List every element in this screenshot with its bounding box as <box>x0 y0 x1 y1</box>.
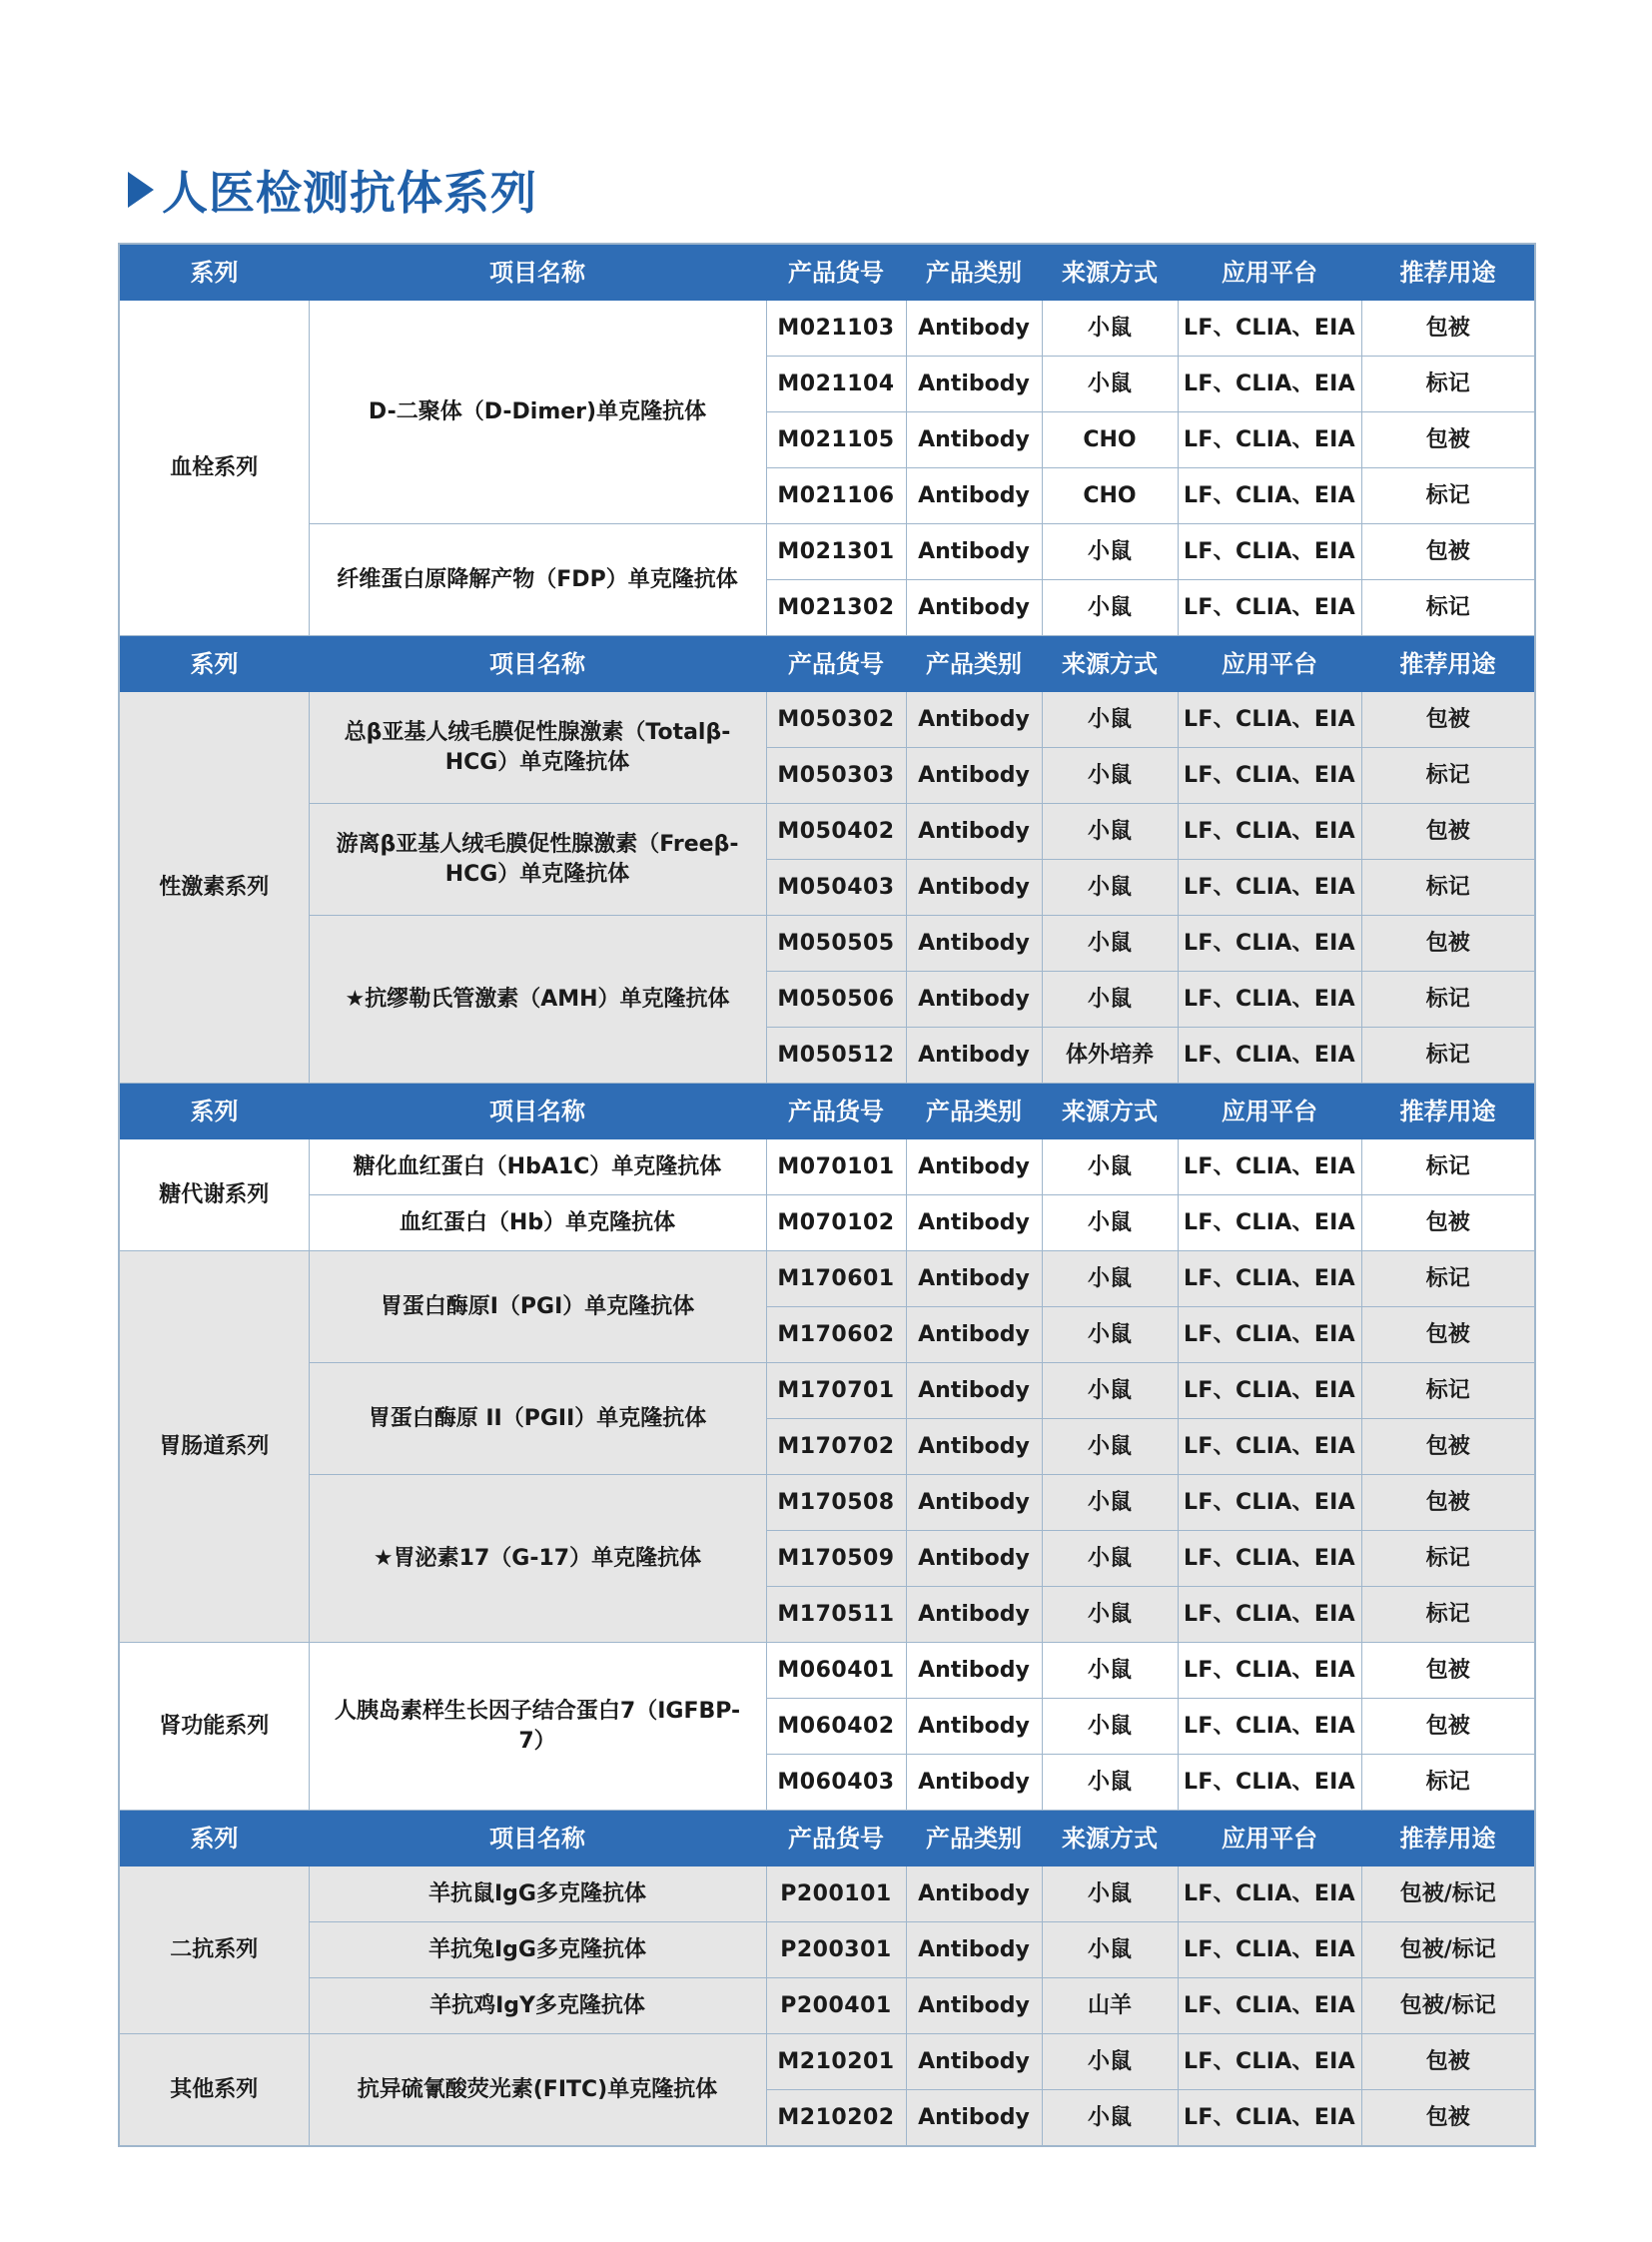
header-series: 系列 <box>119 1811 309 1867</box>
platform-cell: LF、CLIA、EIA <box>1178 1699 1361 1755</box>
table-row <box>119 524 1535 580</box>
product-type-cell: Antibody <box>906 1251 1042 1307</box>
source-cell: CHO <box>1042 468 1178 524</box>
project-name-cell: 胃蛋白酶原I（PGI）单克隆抗体 <box>309 1251 766 1363</box>
use-cell: 包被 <box>1361 1307 1535 1363</box>
header-use: 推荐用途 <box>1361 636 1535 692</box>
source-cell: 小鼠 <box>1042 1867 1178 1922</box>
product-type-cell: Antibody <box>906 1363 1042 1419</box>
platform-cell: LF、CLIA、EIA <box>1178 1587 1361 1643</box>
use-cell: 包被 <box>1361 1643 1535 1699</box>
use-cell: 包被 <box>1361 1699 1535 1755</box>
product-code-cell: M170509 <box>766 1531 906 1587</box>
platform-cell: LF、CLIA、EIA <box>1178 412 1361 468</box>
table-row <box>119 1251 1535 1307</box>
platform-cell: LF、CLIA、EIA <box>1178 1419 1361 1475</box>
header-use: 推荐用途 <box>1361 1811 1535 1867</box>
product-type-cell: Antibody <box>906 1922 1042 1978</box>
product-type-cell: Antibody <box>906 301 1042 357</box>
use-cell: 标记 <box>1361 1587 1535 1643</box>
product-type-cell: Antibody <box>906 1867 1042 1922</box>
product-code-cell: P200401 <box>766 1978 906 2034</box>
use-cell: 包被/标记 <box>1361 1978 1535 2034</box>
use-cell: 包被 <box>1361 412 1535 468</box>
use-cell: 标记 <box>1361 1531 1535 1587</box>
product-code-cell: M021301 <box>766 524 906 580</box>
header-type: 产品类别 <box>906 244 1042 301</box>
product-code-cell: M170511 <box>766 1587 906 1643</box>
product-code-cell: M021103 <box>766 301 906 357</box>
product-code-cell: M021106 <box>766 468 906 524</box>
use-cell: 包被 <box>1361 524 1535 580</box>
project-name-cell: 糖化血红蛋白（HbA1C）单克隆抗体 <box>309 1139 766 1195</box>
header-code: 产品货号 <box>766 1084 906 1139</box>
source-cell: 小鼠 <box>1042 748 1178 804</box>
series-cell: 性激素系列 <box>119 692 309 1084</box>
project-name-cell: 血红蛋白（Hb）单克隆抗体 <box>309 1195 766 1251</box>
product-type-cell: Antibody <box>906 692 1042 748</box>
product-code-cell: M050303 <box>766 748 906 804</box>
platform-cell: LF、CLIA、EIA <box>1178 972 1361 1028</box>
header-source: 来源方式 <box>1042 244 1178 301</box>
platform-cell: LF、CLIA、EIA <box>1178 357 1361 412</box>
product-code-cell: M210202 <box>766 2090 906 2147</box>
project-name-cell: 羊抗鼠IgG多克隆抗体 <box>309 1867 766 1922</box>
header-project-name: 项目名称 <box>309 1084 766 1139</box>
project-name-cell: 抗异硫氰酸荧光素(FITC)单克隆抗体 <box>309 2034 766 2147</box>
source-cell: 小鼠 <box>1042 692 1178 748</box>
series-cell: 其他系列 <box>119 2034 309 2147</box>
table-row <box>119 2034 1535 2090</box>
platform-cell: LF、CLIA、EIA <box>1178 468 1361 524</box>
header-project-name: 项目名称 <box>309 1811 766 1867</box>
source-cell: 小鼠 <box>1042 972 1178 1028</box>
table-row <box>119 1139 1535 1195</box>
project-name-cell: 纤维蛋白原降解产物（FDP）单克隆抗体 <box>309 524 766 636</box>
platform-cell: LF、CLIA、EIA <box>1178 2034 1361 2090</box>
platform-cell: LF、CLIA、EIA <box>1178 1307 1361 1363</box>
project-name-cell: 总β亚基人绒毛膜促性腺激素（Totalβ-HCG）单克隆抗体 <box>309 692 766 804</box>
series-cell: 肾功能系列 <box>119 1643 309 1811</box>
table-row <box>119 1867 1535 1922</box>
source-cell: 小鼠 <box>1042 1755 1178 1811</box>
product-type-cell: Antibody <box>906 1307 1042 1363</box>
header-platform: 应用平台 <box>1178 1811 1361 1867</box>
product-type-cell: Antibody <box>906 1643 1042 1699</box>
header-series: 系列 <box>119 244 309 301</box>
product-code-cell: M050402 <box>766 804 906 860</box>
platform-cell: LF、CLIA、EIA <box>1178 1028 1361 1084</box>
source-cell: 小鼠 <box>1042 357 1178 412</box>
platform-cell: LF、CLIA、EIA <box>1178 1531 1361 1587</box>
product-code-cell: M050505 <box>766 916 906 972</box>
product-code-cell: M060403 <box>766 1755 906 1811</box>
product-type-cell: Antibody <box>906 412 1042 468</box>
source-cell: 小鼠 <box>1042 1363 1178 1419</box>
table-body <box>119 244 1535 2146</box>
header-platform: 应用平台 <box>1178 1084 1361 1139</box>
product-code-cell: M050506 <box>766 972 906 1028</box>
source-cell: 小鼠 <box>1042 916 1178 972</box>
header-platform: 应用平台 <box>1178 636 1361 692</box>
product-type-cell: Antibody <box>906 1699 1042 1755</box>
product-type-cell: Antibody <box>906 1195 1042 1251</box>
use-cell: 标记 <box>1361 972 1535 1028</box>
source-cell: 体外培养 <box>1042 1028 1178 1084</box>
table-header-row <box>119 1811 1535 1867</box>
platform-cell: LF、CLIA、EIA <box>1178 2090 1361 2147</box>
table-header-row <box>119 636 1535 692</box>
product-type-cell: Antibody <box>906 1475 1042 1531</box>
product-code-cell: M050512 <box>766 1028 906 1084</box>
product-type-cell: Antibody <box>906 580 1042 636</box>
product-code-cell: M050302 <box>766 692 906 748</box>
use-cell: 包被 <box>1361 301 1535 357</box>
table-row <box>119 1475 1535 1531</box>
product-code-cell: P200301 <box>766 1922 906 1978</box>
table-row <box>119 1363 1535 1419</box>
platform-cell: LF、CLIA、EIA <box>1178 1251 1361 1307</box>
product-type-cell: Antibody <box>906 1531 1042 1587</box>
use-cell: 标记 <box>1361 748 1535 804</box>
product-code-cell: P200101 <box>766 1867 906 1922</box>
header-source: 来源方式 <box>1042 636 1178 692</box>
header-platform: 应用平台 <box>1178 244 1361 301</box>
platform-cell: LF、CLIA、EIA <box>1178 916 1361 972</box>
header-series: 系列 <box>119 1084 309 1139</box>
source-cell: 小鼠 <box>1042 301 1178 357</box>
source-cell: 小鼠 <box>1042 524 1178 580</box>
use-cell: 包被 <box>1361 2034 1535 2090</box>
source-cell: 小鼠 <box>1042 1419 1178 1475</box>
header-code: 产品货号 <box>766 1811 906 1867</box>
product-type-cell: Antibody <box>906 524 1042 580</box>
source-cell: 小鼠 <box>1042 1531 1178 1587</box>
series-cell: 血栓系列 <box>119 301 309 636</box>
header-project-name: 项目名称 <box>309 636 766 692</box>
series-cell: 糖代谢系列 <box>119 1139 309 1251</box>
product-type-cell: Antibody <box>906 1587 1042 1643</box>
product-type-cell: Antibody <box>906 1139 1042 1195</box>
triangle-bullet-icon <box>128 172 154 208</box>
table-row <box>119 804 1535 860</box>
source-cell: 小鼠 <box>1042 1922 1178 1978</box>
project-name-cell: 胃蛋白酶原 II（PGII）单克隆抗体 <box>309 1363 766 1475</box>
platform-cell: LF、CLIA、EIA <box>1178 1643 1361 1699</box>
header-code: 产品货号 <box>766 244 906 301</box>
platform-cell: LF、CLIA、EIA <box>1178 580 1361 636</box>
project-name-cell: 游离β亚基人绒毛膜促性腺激素（Freeβ-HCG）单克隆抗体 <box>309 804 766 916</box>
product-type-cell: Antibody <box>906 357 1042 412</box>
antibody-table <box>118 243 1536 2147</box>
product-type-cell: Antibody <box>906 1028 1042 1084</box>
header-project-name: 项目名称 <box>309 244 766 301</box>
table-row <box>119 1643 1535 1699</box>
use-cell: 标记 <box>1361 860 1535 916</box>
header-source: 来源方式 <box>1042 1084 1178 1139</box>
source-cell: CHO <box>1042 412 1178 468</box>
series-cell: 二抗系列 <box>119 1867 309 2034</box>
product-type-cell: Antibody <box>906 972 1042 1028</box>
page-title <box>128 160 537 220</box>
use-cell: 标记 <box>1361 580 1535 636</box>
product-code-cell: M021104 <box>766 357 906 412</box>
use-cell: 包被 <box>1361 1475 1535 1531</box>
table-header-row <box>119 1084 1535 1139</box>
platform-cell: LF、CLIA、EIA <box>1178 301 1361 357</box>
source-cell: 小鼠 <box>1042 1587 1178 1643</box>
project-name-cell: ★抗缪勒氏管激素（AMH）单克隆抗体 <box>309 916 766 1084</box>
source-cell: 山羊 <box>1042 1978 1178 2034</box>
product-type-cell: Antibody <box>906 2034 1042 2090</box>
product-code-cell: M070102 <box>766 1195 906 1251</box>
source-cell: 小鼠 <box>1042 1139 1178 1195</box>
project-name-cell: 羊抗鸡IgY多克隆抗体 <box>309 1978 766 2034</box>
platform-cell: LF、CLIA、EIA <box>1178 1139 1361 1195</box>
source-cell: 小鼠 <box>1042 1307 1178 1363</box>
use-cell: 标记 <box>1361 468 1535 524</box>
use-cell: 包被/标记 <box>1361 1867 1535 1922</box>
header-source: 来源方式 <box>1042 1811 1178 1867</box>
series-cell: 胃肠道系列 <box>119 1251 309 1643</box>
product-type-cell: Antibody <box>906 468 1042 524</box>
use-cell: 标记 <box>1361 1363 1535 1419</box>
platform-cell: LF、CLIA、EIA <box>1178 804 1361 860</box>
product-code-cell: M170508 <box>766 1475 906 1531</box>
table-row <box>119 692 1535 748</box>
header-use: 推荐用途 <box>1361 1084 1535 1139</box>
project-name-cell: D-二聚体（D-Dimer)单克隆抗体 <box>309 301 766 524</box>
use-cell: 标记 <box>1361 357 1535 412</box>
source-cell: 小鼠 <box>1042 2090 1178 2147</box>
platform-cell: LF、CLIA、EIA <box>1178 748 1361 804</box>
product-code-cell: M050403 <box>766 860 906 916</box>
source-cell: 小鼠 <box>1042 1195 1178 1251</box>
use-cell: 标记 <box>1361 1028 1535 1084</box>
platform-cell: LF、CLIA、EIA <box>1178 860 1361 916</box>
project-name-cell: 羊抗兔IgG多克隆抗体 <box>309 1922 766 1978</box>
product-type-cell: Antibody <box>906 1978 1042 2034</box>
use-cell: 包被 <box>1361 1419 1535 1475</box>
product-type-cell: Antibody <box>906 804 1042 860</box>
use-cell: 包被 <box>1361 1195 1535 1251</box>
platform-cell: LF、CLIA、EIA <box>1178 1363 1361 1419</box>
product-code-cell: M170601 <box>766 1251 906 1307</box>
platform-cell: LF、CLIA、EIA <box>1178 1922 1361 1978</box>
source-cell: 小鼠 <box>1042 580 1178 636</box>
header-series: 系列 <box>119 636 309 692</box>
source-cell: 小鼠 <box>1042 1643 1178 1699</box>
platform-cell: LF、CLIA、EIA <box>1178 692 1361 748</box>
source-cell: 小鼠 <box>1042 1699 1178 1755</box>
use-cell: 包被 <box>1361 2090 1535 2147</box>
product-type-cell: Antibody <box>906 1419 1042 1475</box>
use-cell: 包被/标记 <box>1361 1922 1535 1978</box>
product-code-cell: M170702 <box>766 1419 906 1475</box>
platform-cell: LF、CLIA、EIA <box>1178 1755 1361 1811</box>
header-type: 产品类别 <box>906 1084 1042 1139</box>
product-type-cell: Antibody <box>906 860 1042 916</box>
table-row <box>119 916 1535 972</box>
use-cell: 包被 <box>1361 916 1535 972</box>
header-code: 产品货号 <box>766 636 906 692</box>
platform-cell: LF、CLIA、EIA <box>1178 1867 1361 1922</box>
page-title-text: 人医检测抗体系列 <box>162 166 537 220</box>
table-row <box>119 1978 1535 2034</box>
platform-cell: LF、CLIA、EIA <box>1178 1475 1361 1531</box>
source-cell: 小鼠 <box>1042 2034 1178 2090</box>
product-type-cell: Antibody <box>906 2090 1042 2147</box>
product-code-cell: M060401 <box>766 1643 906 1699</box>
product-code-cell: M170701 <box>766 1363 906 1419</box>
product-code-cell: M210201 <box>766 2034 906 2090</box>
use-cell: 标记 <box>1361 1251 1535 1307</box>
platform-cell: LF、CLIA、EIA <box>1178 1978 1361 2034</box>
platform-cell: LF、CLIA、EIA <box>1178 524 1361 580</box>
source-cell: 小鼠 <box>1042 804 1178 860</box>
product-code-cell: M070101 <box>766 1139 906 1195</box>
product-type-cell: Antibody <box>906 916 1042 972</box>
table-row <box>119 1195 1535 1251</box>
use-cell: 标记 <box>1361 1755 1535 1811</box>
project-name-cell: 人胰岛素样生长因子结合蛋白7（IGFBP-7） <box>309 1643 766 1811</box>
product-code-cell: M021302 <box>766 580 906 636</box>
product-code-cell: M021105 <box>766 412 906 468</box>
product-type-cell: Antibody <box>906 1755 1042 1811</box>
use-cell: 包被 <box>1361 804 1535 860</box>
source-cell: 小鼠 <box>1042 1251 1178 1307</box>
source-cell: 小鼠 <box>1042 860 1178 916</box>
header-type: 产品类别 <box>906 636 1042 692</box>
header-type: 产品类别 <box>906 1811 1042 1867</box>
use-cell: 标记 <box>1361 1139 1535 1195</box>
product-type-cell: Antibody <box>906 748 1042 804</box>
use-cell: 包被 <box>1361 692 1535 748</box>
table-row <box>119 301 1535 357</box>
table-row <box>119 1922 1535 1978</box>
product-code-cell: M170602 <box>766 1307 906 1363</box>
source-cell: 小鼠 <box>1042 1475 1178 1531</box>
product-code-cell: M060402 <box>766 1699 906 1755</box>
project-name-cell: ★胃泌素17（G-17）单克隆抗体 <box>309 1475 766 1643</box>
table-header-row <box>119 244 1535 301</box>
platform-cell: LF、CLIA、EIA <box>1178 1195 1361 1251</box>
header-use: 推荐用途 <box>1361 244 1535 301</box>
